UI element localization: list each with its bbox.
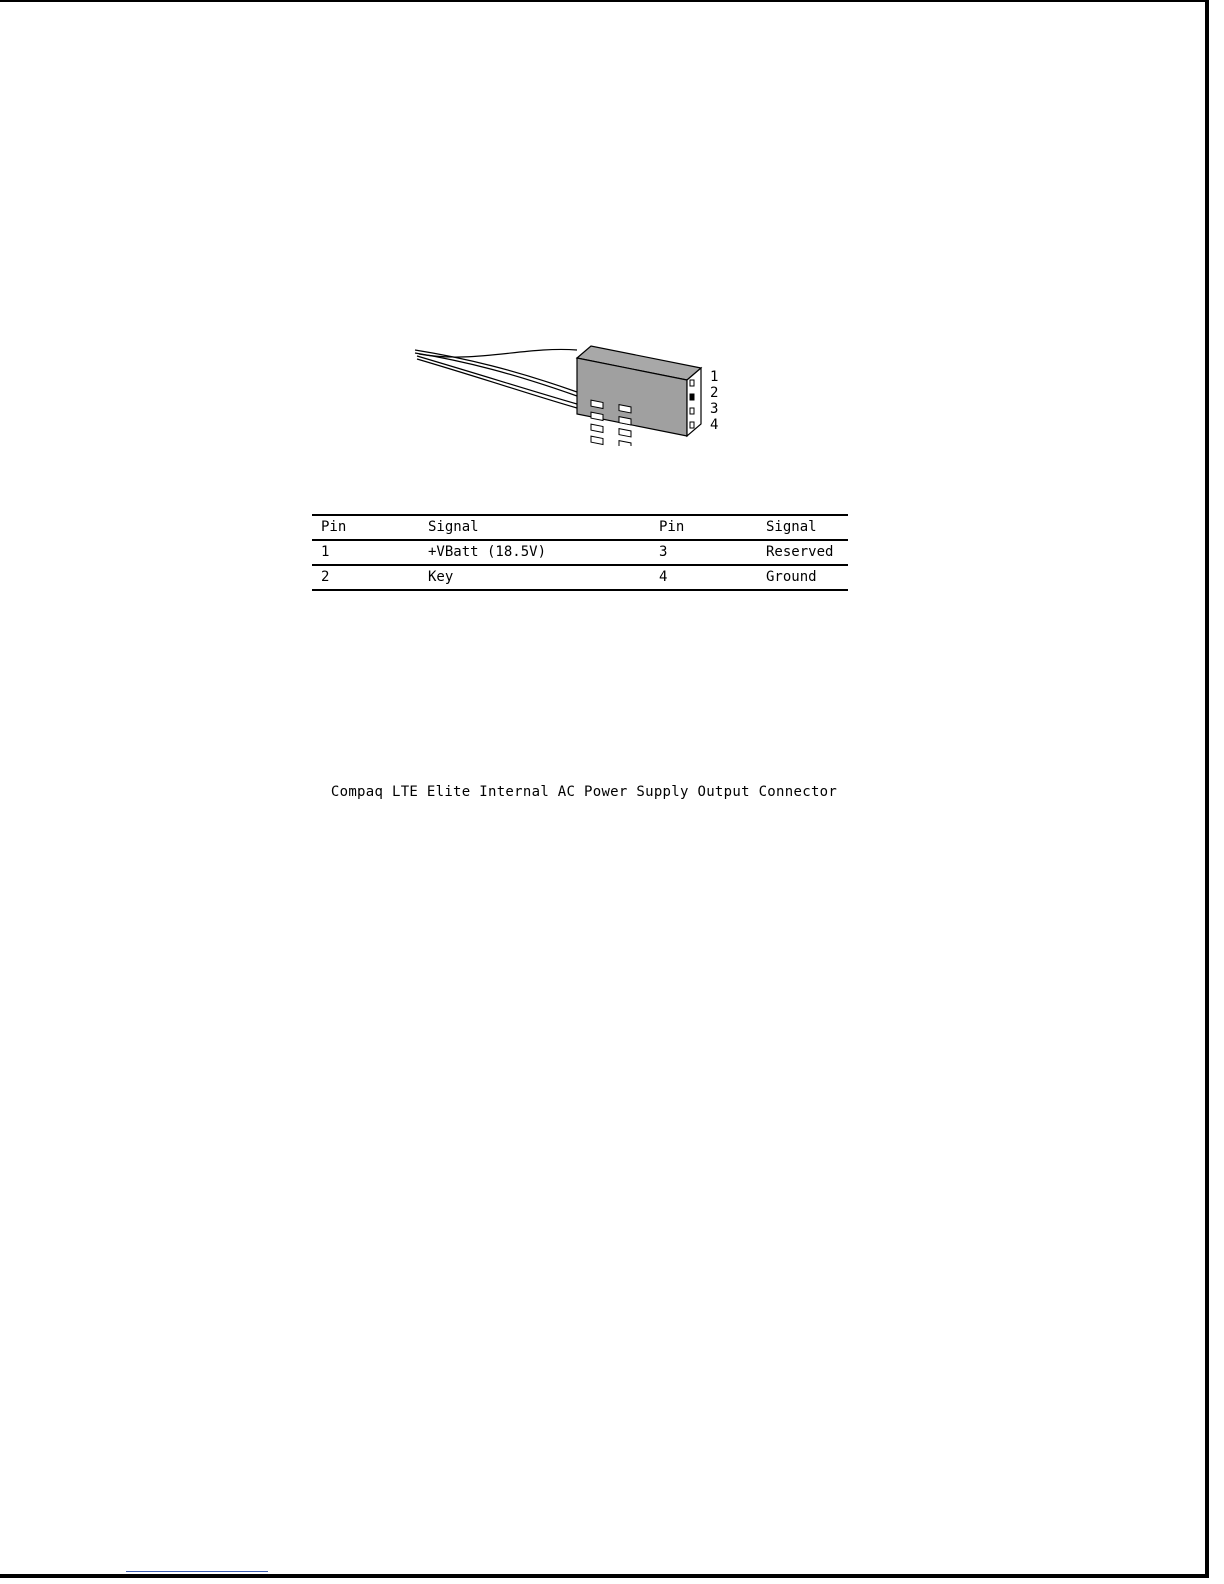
pin-label: 1 bbox=[710, 369, 719, 385]
figure-caption: Compaq LTE Elite Internal AC Power Supply Output Connector bbox=[330, 784, 838, 800]
connector-wires bbox=[415, 349, 577, 408]
cell-signal: +VBatt (18.5V) bbox=[428, 544, 547, 560]
connector-diagram bbox=[405, 336, 735, 446]
pin-label: 3 bbox=[710, 401, 719, 417]
header-signal: Signal bbox=[428, 519, 479, 535]
cell-pin: 2 bbox=[321, 569, 330, 585]
table-row bbox=[312, 540, 848, 565]
cell-pin: 4 bbox=[659, 569, 668, 585]
pin-label: 4 bbox=[710, 417, 719, 433]
cell-signal: Reserved bbox=[766, 544, 834, 560]
table-row bbox=[312, 565, 848, 590]
cell-signal: Ground bbox=[766, 569, 817, 585]
header-pin: Pin bbox=[321, 519, 347, 535]
header-pin: Pin bbox=[659, 519, 685, 535]
table-header-row bbox=[312, 515, 848, 540]
footer-link-underline bbox=[126, 1571, 268, 1572]
cell-pin: 3 bbox=[659, 544, 668, 560]
cell-pin: 1 bbox=[321, 544, 330, 560]
pin-label: 2 bbox=[710, 385, 719, 401]
header-signal: Signal bbox=[766, 519, 817, 535]
cell-signal: Key bbox=[428, 569, 454, 585]
pin-signal-table bbox=[312, 514, 848, 591]
